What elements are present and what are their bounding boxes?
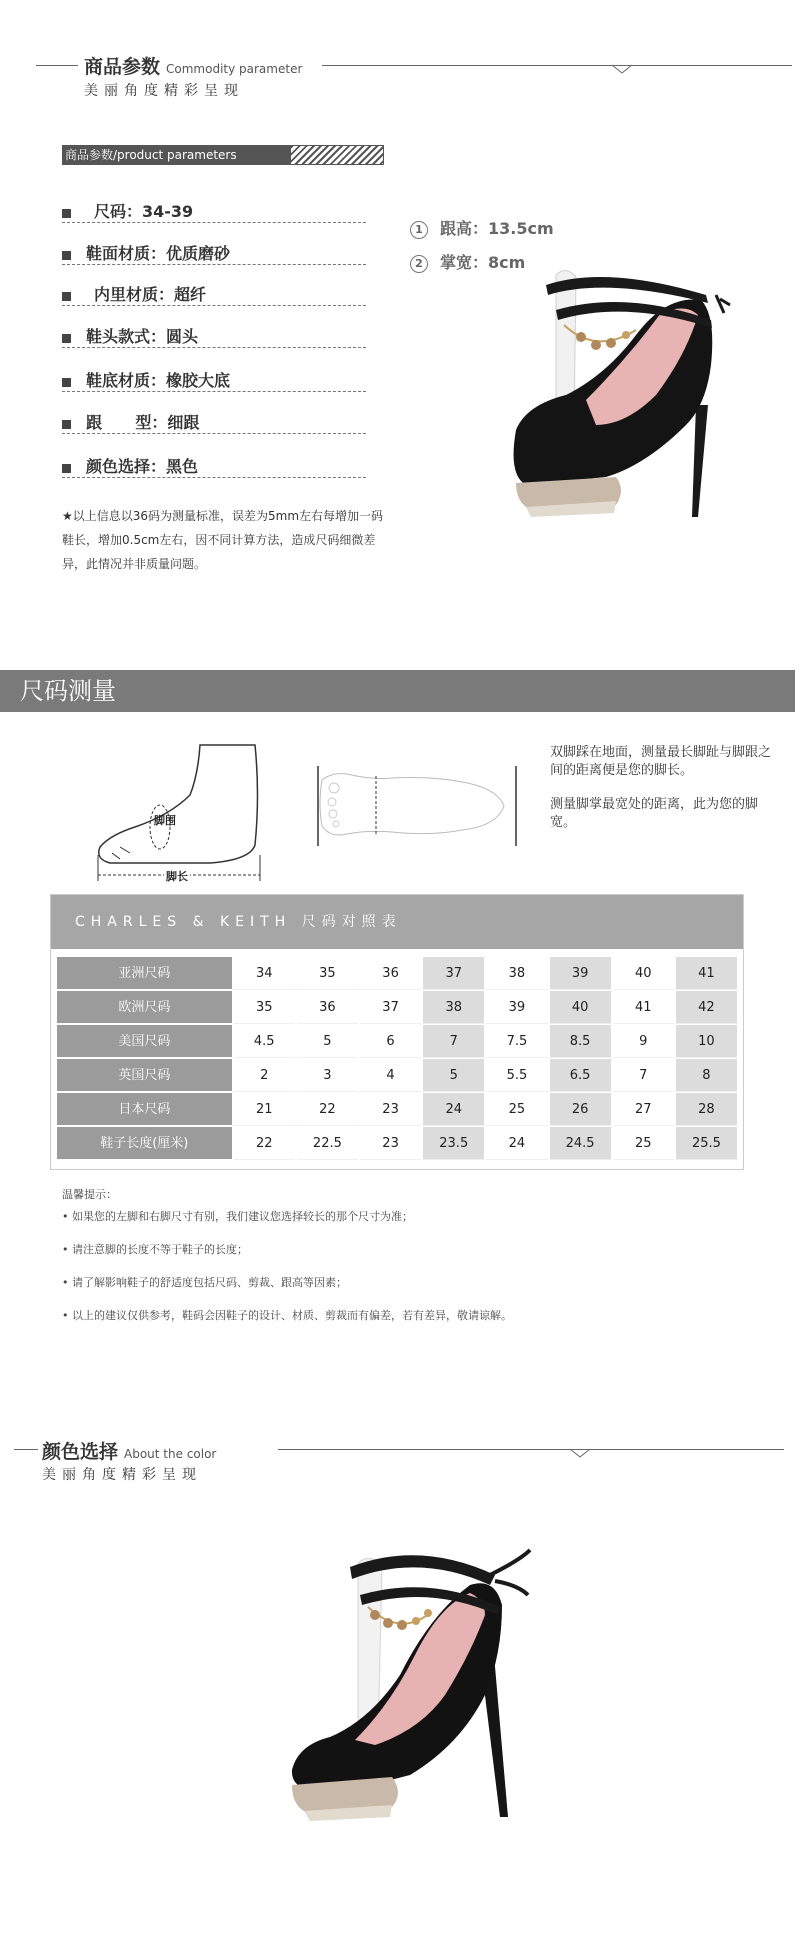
table-cell: 23 [360,1127,421,1160]
row-label: 亚洲尺码 [57,957,232,990]
param-text: 尺码：34-39 [94,202,194,221]
params-bar-label: 商品参数/product parameters [63,146,293,164]
color-title-en: About the color [124,1447,217,1461]
spec-text: 掌宽：8cm [440,253,526,272]
params-bar [62,145,384,165]
table-cell: 5 [423,1059,484,1092]
table-cell: 39 [486,991,547,1024]
table-cell: 24.5 [550,1127,611,1160]
table-cell: 4 [360,1059,421,1092]
measure-width-text: 测量脚掌最宽处的距离，此为您的脚宽。 [550,797,759,830]
size-table-title: CHARLES & KEITH 尺码对照表 [51,895,743,949]
color-header-line-right [278,1449,784,1450]
table-row [57,1025,737,1059]
table-cell: 24 [486,1127,547,1160]
table-cell: 7 [423,1025,484,1058]
table-cell: 3 [297,1059,358,1092]
measure-length-text: 双脚踩在地面，测量最长脚趾与脚跟之间的距离便是您的脚长。 [550,745,772,778]
table-cell: 37 [423,957,484,990]
table-cell: 36 [360,957,421,990]
bullet-icon [62,420,71,429]
table-cell: 22.5 [297,1127,358,1160]
params-bar-hatch [291,146,383,164]
table-cell: 41 [676,957,737,990]
color-subtitle: 美丽角度精彩呈现 [42,1467,202,1483]
param-row-upper [62,241,366,265]
header-line-left [36,65,78,66]
table-cell: 42 [676,991,737,1024]
table-cell: 38 [486,957,547,990]
row-label: 美国尺码 [57,1025,232,1058]
table-cell: 37 [360,991,421,1024]
table-cell: 6 [360,1025,421,1058]
table-cell: 10 [676,1025,737,1058]
spec-heel-height [410,216,554,239]
size-note: ★以上信息以36码为测量标准，误差为5mm左右每增加一码鞋长，增加0.5cm左右，因不同计算方法，造成尺码细微差异，此情况并非质量问题。 [62,509,384,571]
header-notch [612,64,632,74]
shoe-image-top [486,255,766,555]
table-cell: 6.5 [550,1059,611,1092]
table-cell: 7.5 [486,1025,547,1058]
param-row-toe [62,324,366,348]
spec-text: 跟高：13.5cm [440,219,554,238]
param-row-lining [62,282,366,306]
table-cell: 35 [234,991,295,1024]
commodity-title: 商品参数 [84,56,161,78]
table-cell: 21 [234,1093,295,1126]
table-cell: 7 [613,1059,674,1092]
foot-side-diagram [90,735,270,883]
shoe-image-bottom [280,1545,540,1845]
table-cell: 26 [550,1093,611,1126]
table-cell: 25 [613,1127,674,1160]
tip-item: • 以上的建议仅供参考，鞋码会因鞋子的设计、材质、剪裁而有偏差，若有差异，敬请谅解。 [62,1309,512,1322]
table-cell: 2 [234,1059,295,1092]
table-cell: 8.5 [550,1025,611,1058]
table-cell: 8 [676,1059,737,1092]
color-header-line-left [14,1449,38,1450]
color-header-notch [570,1448,590,1458]
table-cell: 9 [613,1025,674,1058]
row-label: 欧洲尺码 [57,991,232,1024]
table-row [57,1093,737,1127]
table-cell: 5.5 [486,1059,547,1092]
table-cell: 28 [676,1093,737,1126]
bullet-icon [62,209,71,218]
commodity-header [84,52,302,79]
param-text: 颜色选择：黑色 [86,457,199,476]
param-text: 鞋底材质：橡胶大底 [86,371,231,390]
size-table-grid [57,957,737,1161]
table-cell: 41 [613,991,674,1024]
measure-banner: 尺码测量 [0,670,795,712]
param-row-heel [62,410,366,434]
table-cell: 22 [234,1127,295,1160]
foot-circumference-label: 脚围 [154,814,176,827]
param-row-color [62,454,366,478]
table-cell: 25.5 [676,1127,737,1160]
param-text: 鞋头款式：圆头 [86,327,199,346]
table-cell: 25 [486,1093,547,1126]
circle-number: 2 [410,255,428,273]
table-cell: 36 [297,991,358,1024]
table-cell: 40 [550,991,611,1024]
commodity-title-en: Commodity parameter [166,62,303,76]
bullet-icon [62,334,71,343]
header-line-right [322,65,792,66]
table-cell: 4.5 [234,1025,295,1058]
table-cell: 23 [360,1093,421,1126]
param-text: 跟 型：细跟 [86,413,200,432]
row-label: 日本尺码 [57,1093,232,1126]
table-cell: 39 [550,957,611,990]
table-cell: 5 [297,1025,358,1058]
tip-item: • 如果您的左脚和右脚尺寸有别，我们建议您选择较长的那个尺寸为准； [62,1210,413,1223]
bullet-icon [62,292,71,301]
table-cell: 27 [613,1093,674,1126]
tips-title: 温馨提示： [62,1188,117,1201]
color-title: 颜色选择 [42,1441,119,1463]
param-text: 内里材质：超纤 [94,285,207,304]
param-text: 鞋面材质：优质磨砂 [86,244,231,263]
param-row-sole [62,368,366,392]
bullet-icon [62,251,71,260]
color-header [42,1437,216,1464]
tip-item: • 请了解影响鞋子的舒适度包括尺码、剪裁、跟高等因素； [62,1276,347,1289]
table-cell: 24 [423,1093,484,1126]
table-row [57,1127,737,1161]
foot-top-diagram [312,760,522,852]
table-row [57,1059,737,1093]
bullet-icon [62,378,71,387]
table-row [57,957,737,991]
size-table [50,894,744,1170]
table-cell: 34 [234,957,295,990]
table-row [57,991,737,1025]
commodity-subtitle: 美丽角度精彩呈现 [84,83,244,99]
table-cell: 23.5 [423,1127,484,1160]
table-cell: 38 [423,991,484,1024]
bullet-icon [62,464,71,473]
circle-number: 1 [410,221,428,239]
param-row-size [62,199,366,223]
tip-item: • 请注意脚的长度不等于鞋子的长度； [62,1243,248,1256]
row-label: 英国尺码 [57,1059,232,1092]
table-cell: 35 [297,957,358,990]
foot-length-label: 脚长 [166,870,188,883]
row-label: 鞋子长度(厘米) [57,1127,232,1160]
table-cell: 22 [297,1093,358,1126]
table-cell: 40 [613,957,674,990]
